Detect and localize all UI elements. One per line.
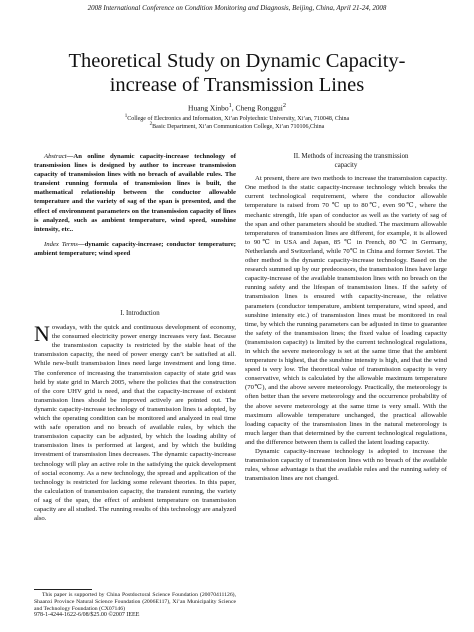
section-2-heading-line-1: II. Methods of increasing the transmission [293,153,409,160]
abstract-text: —An online dynamic capacity-increase technology of transmission lines is designed by author to increase transmission capacity of transmission lines with no breach of available rules. The transient running formula of transmission lines is built, the mathematical relationship between the conductor allowable temperature and the variety of sag of the span is presented, and the effect of environment parameters on the transmission capacity of lines is analyzed, such as ambient temperature, wind speed, sunshine intensity, etc.. [34,153,236,233]
abstract-label: Abstract [44,153,67,160]
isbn-line: 978-1-4244-1622-6/08/$25.00 ©2007 IEEE [34,612,140,618]
affiliation-1-mark: 1 [124,114,128,119]
affiliation-2 [0,121,474,131]
author-list [0,102,474,113]
affiliation-2-mark: 2 [149,122,153,127]
author-separator: , [231,103,236,113]
affiliation-1-text: College of Electronics and Information, Xi’an Polytechnic University, Xi’an, 710048, China [127,116,350,122]
section-2-paragraph-2: Dynamic capacity-increase technology is adopted to increase the transmission capacity of transmission lines with no breach of the available rules, whose advantage is that the available rules and the running safety of transmission lines are not changed. [245,448,447,483]
title-line-2: increase of Transmission Lines [109,74,365,96]
introduction-paragraph [34,323,236,523]
abstract [34,152,236,234]
index-terms [34,240,236,258]
footnote-rule [34,589,92,590]
section-2-heading [245,152,447,170]
author-2: Cheng Ronggui [235,103,283,113]
author-1: Huang Xinbo [188,103,229,113]
title-line-1: Theoretical Study on Dynamic Capacity- [68,50,406,72]
affiliation-2-text: Basic Department, Xi’an Communication College, Xi’an 710106,China [152,124,325,130]
introduction-text: owadays, with the quick and continuous development of economy, the consumed electricity power energy increases very fast. Because the transmission capacity is restricted by the stable heat of the transmission capacity, the need of power energy can’t be satisfied at all. While new-built transmission lines need large investment and long time. The conference of increasing the transmission capacity of state grid was held by state grid in March 2005, where the policies that the construction of the core UHV grid is need, and that the capacity-increase of existent transmission lines should be improved actively are pointed out. The dynamic capacity-increase technology of transmission lines is adopted, by which the operating condition can be monitored and analyzed in real time with safe operation and no breach of available rules, by which the transmission capacity can be adjusted, by which the loading ability of transmission lines is performed at largest, and by which the building investment of transmission lines decreases. The dynamic capacity-increase technology will play an active role in the satisfying the quick development of social economy. As a new technology, the spread and application of the technology is restricted for lacking some relevant theories. In this paper, the calculation of transmission capacity, the transient running, the variety of sag of the span, the effect of ambient temperature on transmission capacity are all studied. The running results of this technology are analyzed also. [34,324,236,523]
author-1-affil-mark: 1 [228,102,232,109]
right-column [245,152,447,483]
index-terms-label: Index Terms [44,240,78,248]
introduction-section [34,309,236,523]
conference-header: 2008 International Conference on Condition Monitoring and Diagnosis, Beijing, China, April 21-24, 2008 [87,4,387,12]
section-1-heading: I. Introduction [120,310,160,317]
paper-title [40,49,434,97]
drop-cap: N [34,321,50,347]
left-column [34,152,236,258]
footnote: This paper is supported by China Postdoctoral Science Foundation (20070411126), Shaanxi Province Natural Science Foundation (2006E117), Xi’an Municipality Science and Technology Foundation (CX07146) [34,592,236,613]
index-terms-text: —dynamic capacity-increase; conductor temperature; ambient temperature; wind speed [34,240,236,257]
section-2-paragraph-1: At present, there are two methods to increase the transmission capacity. One method is the static capacity-increase technology which breaks the current technological requirement, where the conductor allowable temperature is raised from 70 ℃ up to 80℃, even 90℃, where the mechanic strength, life span of conductor as well as the variety of sag of the span and other parameters should be studied. The maximum allowable temperatures of transmission lines are different, for example, it is allowed to 90℃ in USA and Japan, 85 ℃ in French, 80 ℃ in Germany, Netherlands and Switzerland, while 70℃ in China and former Soviet. The other method is the dynamic capacity-increase technology. Based on the research summed up by our predecessors, the transmission lines have large capacity-increase of the available transmission lines with no breach on the running safety and the lifespan of transmission lines. If the safety of transmission lines is ensured with capacity-increase, the relative parameters (conductor temperature, ambient temperature, wind speed, and sunshine intensity etc.) of transmission lines must be monitored in real time, by which the running parameters can be adjusted in time to guarantee the safety of the transmission lines; the fixed value of loading capacity (transmission capacity) is limited by the current technological regulations, in which the severe meteorology is set at the same time that the ambient temperature is highest, that the sunshine intensity is high, and that the wind speed is very low. The theoretical value of transmission capacity is very conservative, which is calculated by the allowable maximum temperature (70℃), and the above severe meteorology. Practically, the meteorology is often better than the severe meteorology and the occurrence probability of the above severe meteorology at the same time is very small. With the maximum allowable temperature unchanged, the practical allowable loading capacity of the transmission lines in the natural meteorology is much larger than that determined by the current technological regulations, and the difference between them is called the latent loading capacity. [245,175,447,446]
section-2-heading-line-2: capacity [334,162,358,170]
author-2-affil-mark: 2 [282,102,286,109]
